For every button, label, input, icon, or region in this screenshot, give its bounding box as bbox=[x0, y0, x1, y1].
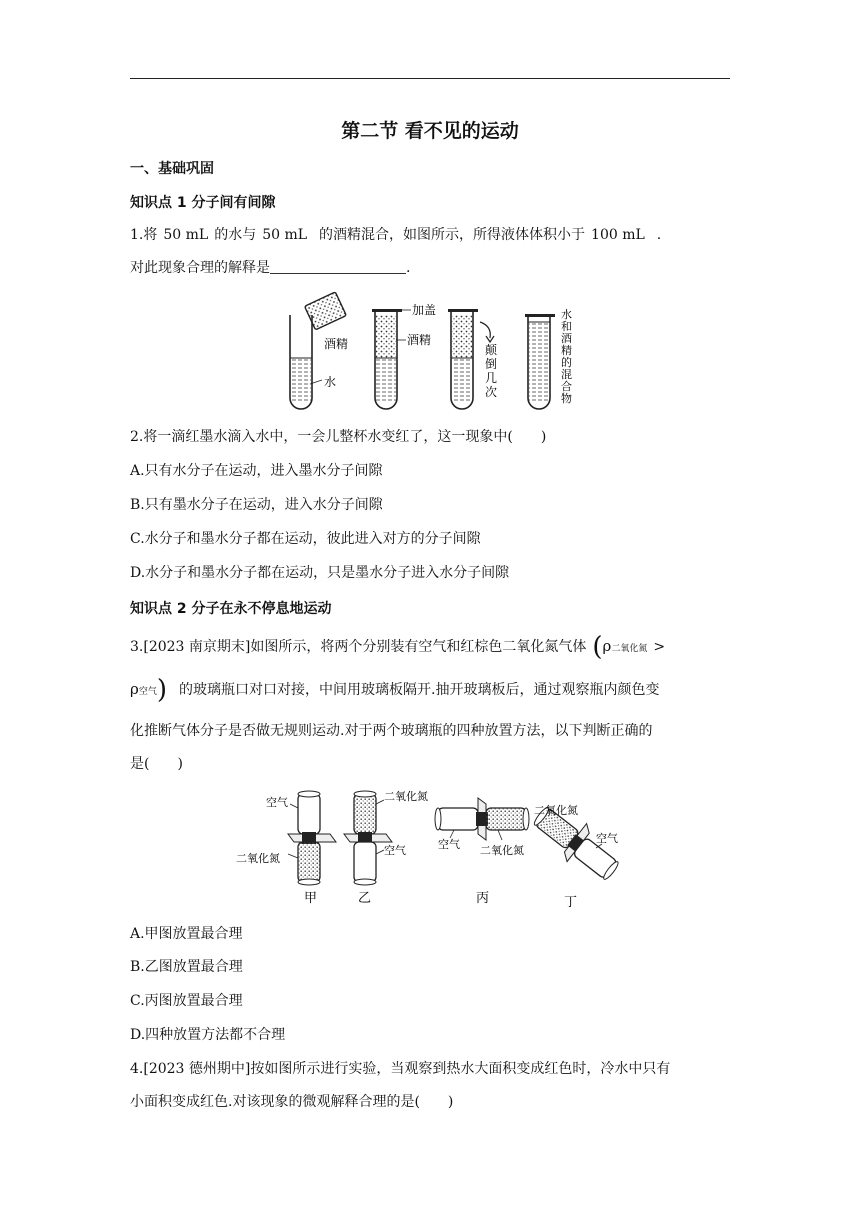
q2-option-c[interactable]: C.水分子和墨水分子都在运动，彼此进入对方的分子间隙 bbox=[130, 531, 481, 547]
yi-no2-label: 二氧化氮 bbox=[384, 790, 428, 803]
q3-line2: 的玻璃瓶口对口对接，中间用玻璃板隔开.抽开玻璃板后，通过观察瓶内颜色变 bbox=[179, 682, 660, 698]
ding-no2-label: 二氧化氮 bbox=[534, 804, 578, 817]
open-paren: ( bbox=[592, 632, 603, 662]
q1-line2-end: . bbox=[406, 260, 411, 276]
q1-volume-alcohol: 50 mL bbox=[262, 227, 308, 243]
label-mix-4: 精 bbox=[561, 344, 572, 357]
figure-gas-bottles bbox=[232, 782, 632, 912]
label-ding: 丁 bbox=[564, 895, 578, 910]
label-mix-3: 酒 bbox=[561, 332, 572, 345]
rho-sub-no2: 二氧化氮 bbox=[611, 644, 648, 654]
question-2-stem: 2.将一滴红墨水滴入水中，一会儿整杯水变红了，这一现象中( ) bbox=[130, 429, 547, 445]
q2-option-a[interactable]: A.只有水分子在运动，进入墨水分子间隙 bbox=[130, 463, 383, 479]
label-lid: 加盖 bbox=[412, 303, 437, 317]
question-1-line-1 bbox=[130, 225, 734, 245]
label-invert-4: 次 bbox=[485, 385, 498, 399]
page-title: 第二节 看不见的运动 bbox=[341, 120, 519, 142]
q1-volume-total: 100 mL bbox=[591, 227, 645, 243]
label-mix-2: 和 bbox=[561, 320, 572, 333]
yi-air-label: 空气 bbox=[384, 844, 406, 857]
label-yi: 乙 bbox=[358, 891, 372, 906]
q3-line1: 3.[2023 南京期末]如图所示，将两个分别装有空气和红棕色二氧化氮气体 bbox=[130, 639, 587, 655]
label-mix-6: 混 bbox=[561, 368, 572, 381]
tube-2 bbox=[372, 309, 402, 409]
tube-3 bbox=[448, 309, 478, 409]
q1-mid-1: 的水与 bbox=[214, 227, 257, 243]
jia-air-label: 空气 bbox=[266, 796, 288, 809]
question-4-line-2: 小面积变成红色.对该现象的微观解释合理的是( ) bbox=[130, 1094, 454, 1110]
setup-yi bbox=[344, 791, 392, 885]
q1-mid-2: 的酒精混合，如图所示，所得液体体积小于 bbox=[319, 227, 586, 243]
rho-symbol: ρ bbox=[602, 637, 612, 655]
pouring-beaker bbox=[305, 292, 347, 330]
bing-air-label: 空气 bbox=[438, 838, 460, 851]
label-water: 水 bbox=[324, 375, 337, 389]
q3-option-c[interactable]: C.丙图放置最合理 bbox=[130, 993, 243, 1009]
q3-option-b[interactable]: B.乙图放置最合理 bbox=[130, 959, 243, 975]
label-alcohol: 酒精 bbox=[324, 337, 349, 351]
q2-option-d[interactable]: D.水分子和墨水分子都在运动，只是墨水分子进入水分子间隙 bbox=[130, 565, 510, 581]
bing-no2-label: 二氧化氮 bbox=[480, 844, 524, 857]
setup-bing bbox=[435, 798, 529, 840]
question-3-line-2 bbox=[130, 675, 734, 705]
question-1-line-2 bbox=[130, 258, 734, 278]
label-alcohol-2: 酒精 bbox=[407, 333, 432, 347]
question-3-line-4: 是( ) bbox=[130, 756, 183, 772]
q3-option-a[interactable]: A.甲图放置最合理 bbox=[130, 926, 243, 942]
jia-no2-label: 二氧化氮 bbox=[236, 852, 280, 865]
figure-test-tubes bbox=[280, 290, 580, 415]
question-3-line-3: 化推断气体分子是否做无规则运动.对于两个玻璃瓶的四种放置方法，以下判断正确的 bbox=[130, 723, 653, 739]
answer-blank[interactable] bbox=[270, 259, 406, 274]
label-mix-1: 水 bbox=[561, 308, 572, 321]
label-mix-5: 的 bbox=[561, 356, 572, 369]
label-jia: 甲 bbox=[304, 891, 318, 906]
knowledge-point-2: 知识点 2 分子在永不停息地运动 bbox=[130, 601, 332, 617]
q1-end: . bbox=[656, 227, 662, 243]
knowledge-point-1: 知识点 1 分子间有间隙 bbox=[130, 195, 276, 211]
question-4-line-1: 4.[2023 德州期中]按如图所示进行实验，当观察到热水大面积变成红色时，冷水中只有 bbox=[130, 1061, 671, 1077]
ding-air-label: 空气 bbox=[596, 832, 618, 845]
q3-option-d[interactable]: D.四种放置方法都不合理 bbox=[130, 1027, 286, 1043]
rho-symbol-2: ρ bbox=[130, 680, 139, 698]
q1-prefix: 1.将 bbox=[130, 227, 158, 243]
label-invert-1: 颠 bbox=[485, 343, 498, 357]
close-paren: ) bbox=[156, 675, 167, 705]
greater-than: > bbox=[653, 639, 666, 655]
q2-option-b[interactable]: B.只有墨水分子在运动，进入水分子间隙 bbox=[130, 497, 383, 513]
label-invert-3: 几 bbox=[485, 371, 498, 385]
rho-sub-air: 空气 bbox=[138, 687, 157, 697]
label-invert-2: 倒 bbox=[485, 357, 498, 371]
label-mix-8: 物 bbox=[561, 392, 572, 405]
setup-jia bbox=[288, 791, 336, 885]
tube-4 bbox=[525, 314, 555, 409]
tube-1 bbox=[290, 315, 312, 409]
header-rule bbox=[130, 78, 730, 79]
section-heading: 一、基础巩固 bbox=[130, 161, 214, 177]
label-bing: 丙 bbox=[476, 891, 490, 906]
q1-line2: 对此现象合理的解释是 bbox=[130, 260, 270, 276]
question-3-line-1 bbox=[130, 632, 734, 662]
label-mix-7: 合 bbox=[561, 380, 572, 393]
q1-volume-water: 50 mL bbox=[163, 227, 209, 243]
